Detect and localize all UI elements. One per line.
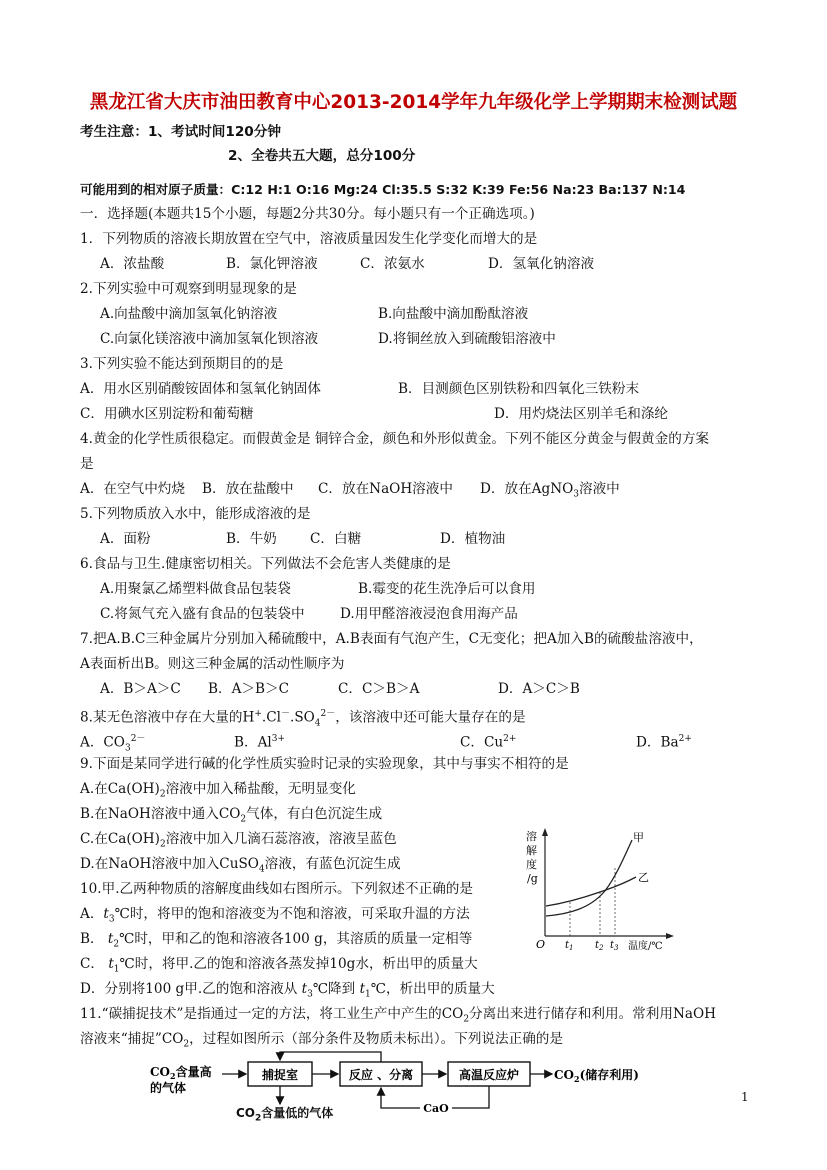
chart-y-arrow	[542, 828, 548, 836]
q4-option-c: C．放在NaOH溶液中	[318, 481, 453, 497]
series-jia-label: 甲	[633, 831, 644, 844]
q6-stem: 6.食品与卫生.健康密切相关。下列做法不会危害人类健康的是	[80, 556, 451, 572]
q11-stem-1: 11.“碳捕捉技术”是指通过一定的方法，将工业生产中产生的$CO_2$分离出来进行储存和利用。常利用NaOH	[80, 1006, 716, 1025]
q8-option-d: D．$Ba^{2+}$	[636, 734, 692, 751]
q3-option-c: C．用碘水区别淀粉和葡萄糖	[80, 406, 254, 422]
q9-option-d: D.在NaOH溶液中加入CuSO$_4$溶液，有蓝色沉淀生成	[80, 856, 401, 875]
chart-x-arrow	[666, 933, 674, 939]
q7-option-b: B．A＞B＞C	[208, 681, 289, 697]
flow-box-separate-label: 反应 、分离	[348, 1068, 414, 1082]
q9-stem: 9.下面是某同学进行碱的化学性质实验时记录的实验现象，其中与事实不相符的是	[80, 756, 569, 772]
q6-option-c: C.将氮气充入盛有食品的包装袋中	[100, 606, 305, 622]
q8-stem: 8.某无色溶液中存在大量的$H^+.Cl^-.SO_4^{2-}$，该溶液中还可能大量存在的是	[80, 709, 526, 729]
q10-option-a: A．$t_3℃$时，将甲的饱和溶液变为不饱和溶液，可采取升温的方法	[80, 906, 470, 925]
q5-option-c: C．白糖	[310, 531, 362, 547]
q7-stem-2: A表面析出B。则这三种金属的活动性顺序为	[80, 656, 345, 672]
q7-option-a: A．B＞A＞C	[100, 681, 181, 697]
page-number: 1	[741, 1090, 749, 1104]
q2-option-a: A.向盐酸中滴加氢氧化钠溶液	[100, 306, 278, 322]
q2-option-d: D.将铜丝放入到硫酸铝溶液中	[378, 331, 556, 347]
q4-option-d: D．放在AgNO$_3$溶液中	[480, 481, 620, 500]
q6-option-d: D.用甲醛溶液浸泡食用海产品	[340, 606, 518, 622]
atomic-masses: 可能用到的相对原子质量：C:12 H:1 O:16 Mg:24 Cl:35.5 S:32 K:39 Fe:56 Na:23 Ba:137 N:14	[80, 182, 686, 197]
notice-line-1: 考生注意：1、考试时间120分钟	[80, 124, 281, 140]
q5-stem: 5.下列物质放入水中，能形成溶液的是	[80, 506, 311, 522]
chart-y-label-1: 溶	[526, 830, 537, 843]
flow-low-co2-label: $CO_2$含量低的气体	[236, 1106, 334, 1124]
q9-option-a: A.在$Ca(OH)_2$溶液中加入稀盐酸，无明显变化	[80, 781, 356, 800]
q5-option-a: A．面粉	[100, 531, 151, 547]
q4-stem-1: 4.黄金的化学性质很稳定。而假黄金是 铜锌合金，颜色和外形似黄金。下列不能区分黄金与假黄金的方案	[80, 431, 710, 447]
section-heading: 一．选择题(本题共15个小题，每题2分共30分。每小题只有一个正确选项。)	[80, 206, 535, 222]
q4-option-a: A．在空气中灼烧	[80, 481, 185, 497]
q1-option-d: D．氢氧化钠溶液	[488, 256, 595, 272]
flow-input-label-2: 的气体	[150, 1081, 187, 1095]
flow-box-furnace-label: 高温反应炉	[458, 1068, 520, 1082]
chart-y-label-3: 度	[526, 858, 537, 871]
q5-option-d: D．植物油	[440, 531, 506, 547]
q10-stem: 10.甲.乙两种物质的溶解度曲线如右图所示。下列叙述不正确的是	[80, 881, 473, 897]
chart-tick-t2: $t_2$	[595, 940, 604, 952]
chart-tick-t3: $t_3$	[610, 940, 619, 952]
q1-option-a: A．浓盐酸	[100, 256, 165, 272]
q7-option-d: D．A＞C＞B	[498, 681, 580, 697]
q3-stem: 3.下列实验不能达到预期目的的是	[80, 356, 284, 372]
q2-option-b: B.向盐酸中滴加酚酞溶液	[378, 306, 529, 322]
q7-option-c: C．C＞B＞A	[338, 681, 420, 697]
q4-option-b: B．放在盐酸中	[202, 481, 294, 497]
chart-tick-t1: $t_1$	[565, 940, 574, 952]
q2-stem: 2.下列实验中可观察到明显现象的是	[80, 281, 297, 297]
q6-option-b: B.霉变的花生洗净后可以食用	[358, 581, 536, 597]
q9-option-b: B.在NaOH溶液中通入$CO_2$气体，有白色沉淀生成	[80, 806, 383, 825]
q11-stem-2: 溶液来“捕捉$”CO_2$，过程如图所示（部分条件及物质未标出）。下列说法正确的是	[80, 1031, 563, 1050]
q10-option-c: C． $t_1℃$时，将甲.乙的饱和溶液各蒸发掉10g水，析出甲的质量大	[80, 956, 478, 975]
flow-box-capture-label: 捕捉室	[261, 1068, 299, 1082]
q8-option-a: A．$CO_3^{2-}$	[80, 734, 146, 754]
chart-x-label: 温度/℃	[628, 941, 663, 952]
q10-option-d: D．分别将100 g甲.乙的饱和溶液从 $t_3℃$降到 $t_1℃$，析出甲的质量大	[80, 981, 495, 1000]
solubility-curve-chart	[520, 826, 686, 952]
chart-y-label-2: 解	[526, 844, 537, 857]
q8-option-c: C．$Cu^{2+}$	[460, 734, 517, 751]
q5-option-b: B．牛奶	[226, 531, 277, 547]
q10-option-b: B． $t_2℃$时，甲和乙的饱和溶液各100 g，其溶质的质量一定相等	[80, 931, 473, 950]
series-yi-label: 乙	[638, 871, 649, 884]
q1-option-c: C．浓氨水	[360, 256, 425, 272]
chart-origin-label: O	[536, 938, 546, 951]
notice-line-2: 2、全卷共五大题，总分100分	[228, 148, 416, 164]
flow-input-label-1: $CO_2$含量高	[150, 1065, 212, 1081]
q1-stem: 1．下列物质的溶液长期放置在空气中，溶液质量因发生化学变化而增大的是	[80, 231, 538, 247]
q1-option-b: B．氯化钾溶液	[226, 256, 318, 272]
q8-option-b: B．$Al^{3+}$	[234, 734, 286, 751]
flow-output-label: $CO_2$(储存利用)	[554, 1068, 639, 1084]
q6-option-a: A.用聚氯乙烯塑料做食品包装袋	[100, 581, 291, 597]
page-title: 黑龙江省大庆市油田教育中心2013-2014学年九年级化学上学期期末检测试题	[89, 92, 738, 113]
q4-stem-2: 是	[80, 456, 94, 472]
flow-loop-top	[280, 1052, 381, 1062]
q2-option-c: C.向氯化镁溶液中滴加氢氧化钡溶液	[100, 331, 319, 347]
q3-option-b: B．目测颜色区别铁粉和四氧化三铁粉末	[398, 381, 640, 397]
series-yi-curve	[546, 877, 636, 906]
q9-option-c: C.在$Ca(OH)_2$溶液中加入几滴石蕊溶液，溶液呈蓝色	[80, 831, 397, 850]
chart-y-label-4: /g	[527, 872, 538, 885]
q3-option-a: A．用水区别硝酸铵固体和氢氧化钠固体	[80, 381, 321, 397]
flow-cao-label: CaO	[423, 1102, 449, 1115]
series-jia-curve	[546, 840, 632, 916]
q3-option-d: D．用灼烧法区别羊毛和涤纶	[494, 406, 669, 422]
q7-stem-1: 7.把A.B.C三种金属片分别加入稀硫酸中，A.B表面有气泡产生，C无变化；把A加入B的硫酸盐溶液中，	[80, 631, 703, 647]
carbon-capture-flow-diagram	[140, 1050, 670, 1124]
